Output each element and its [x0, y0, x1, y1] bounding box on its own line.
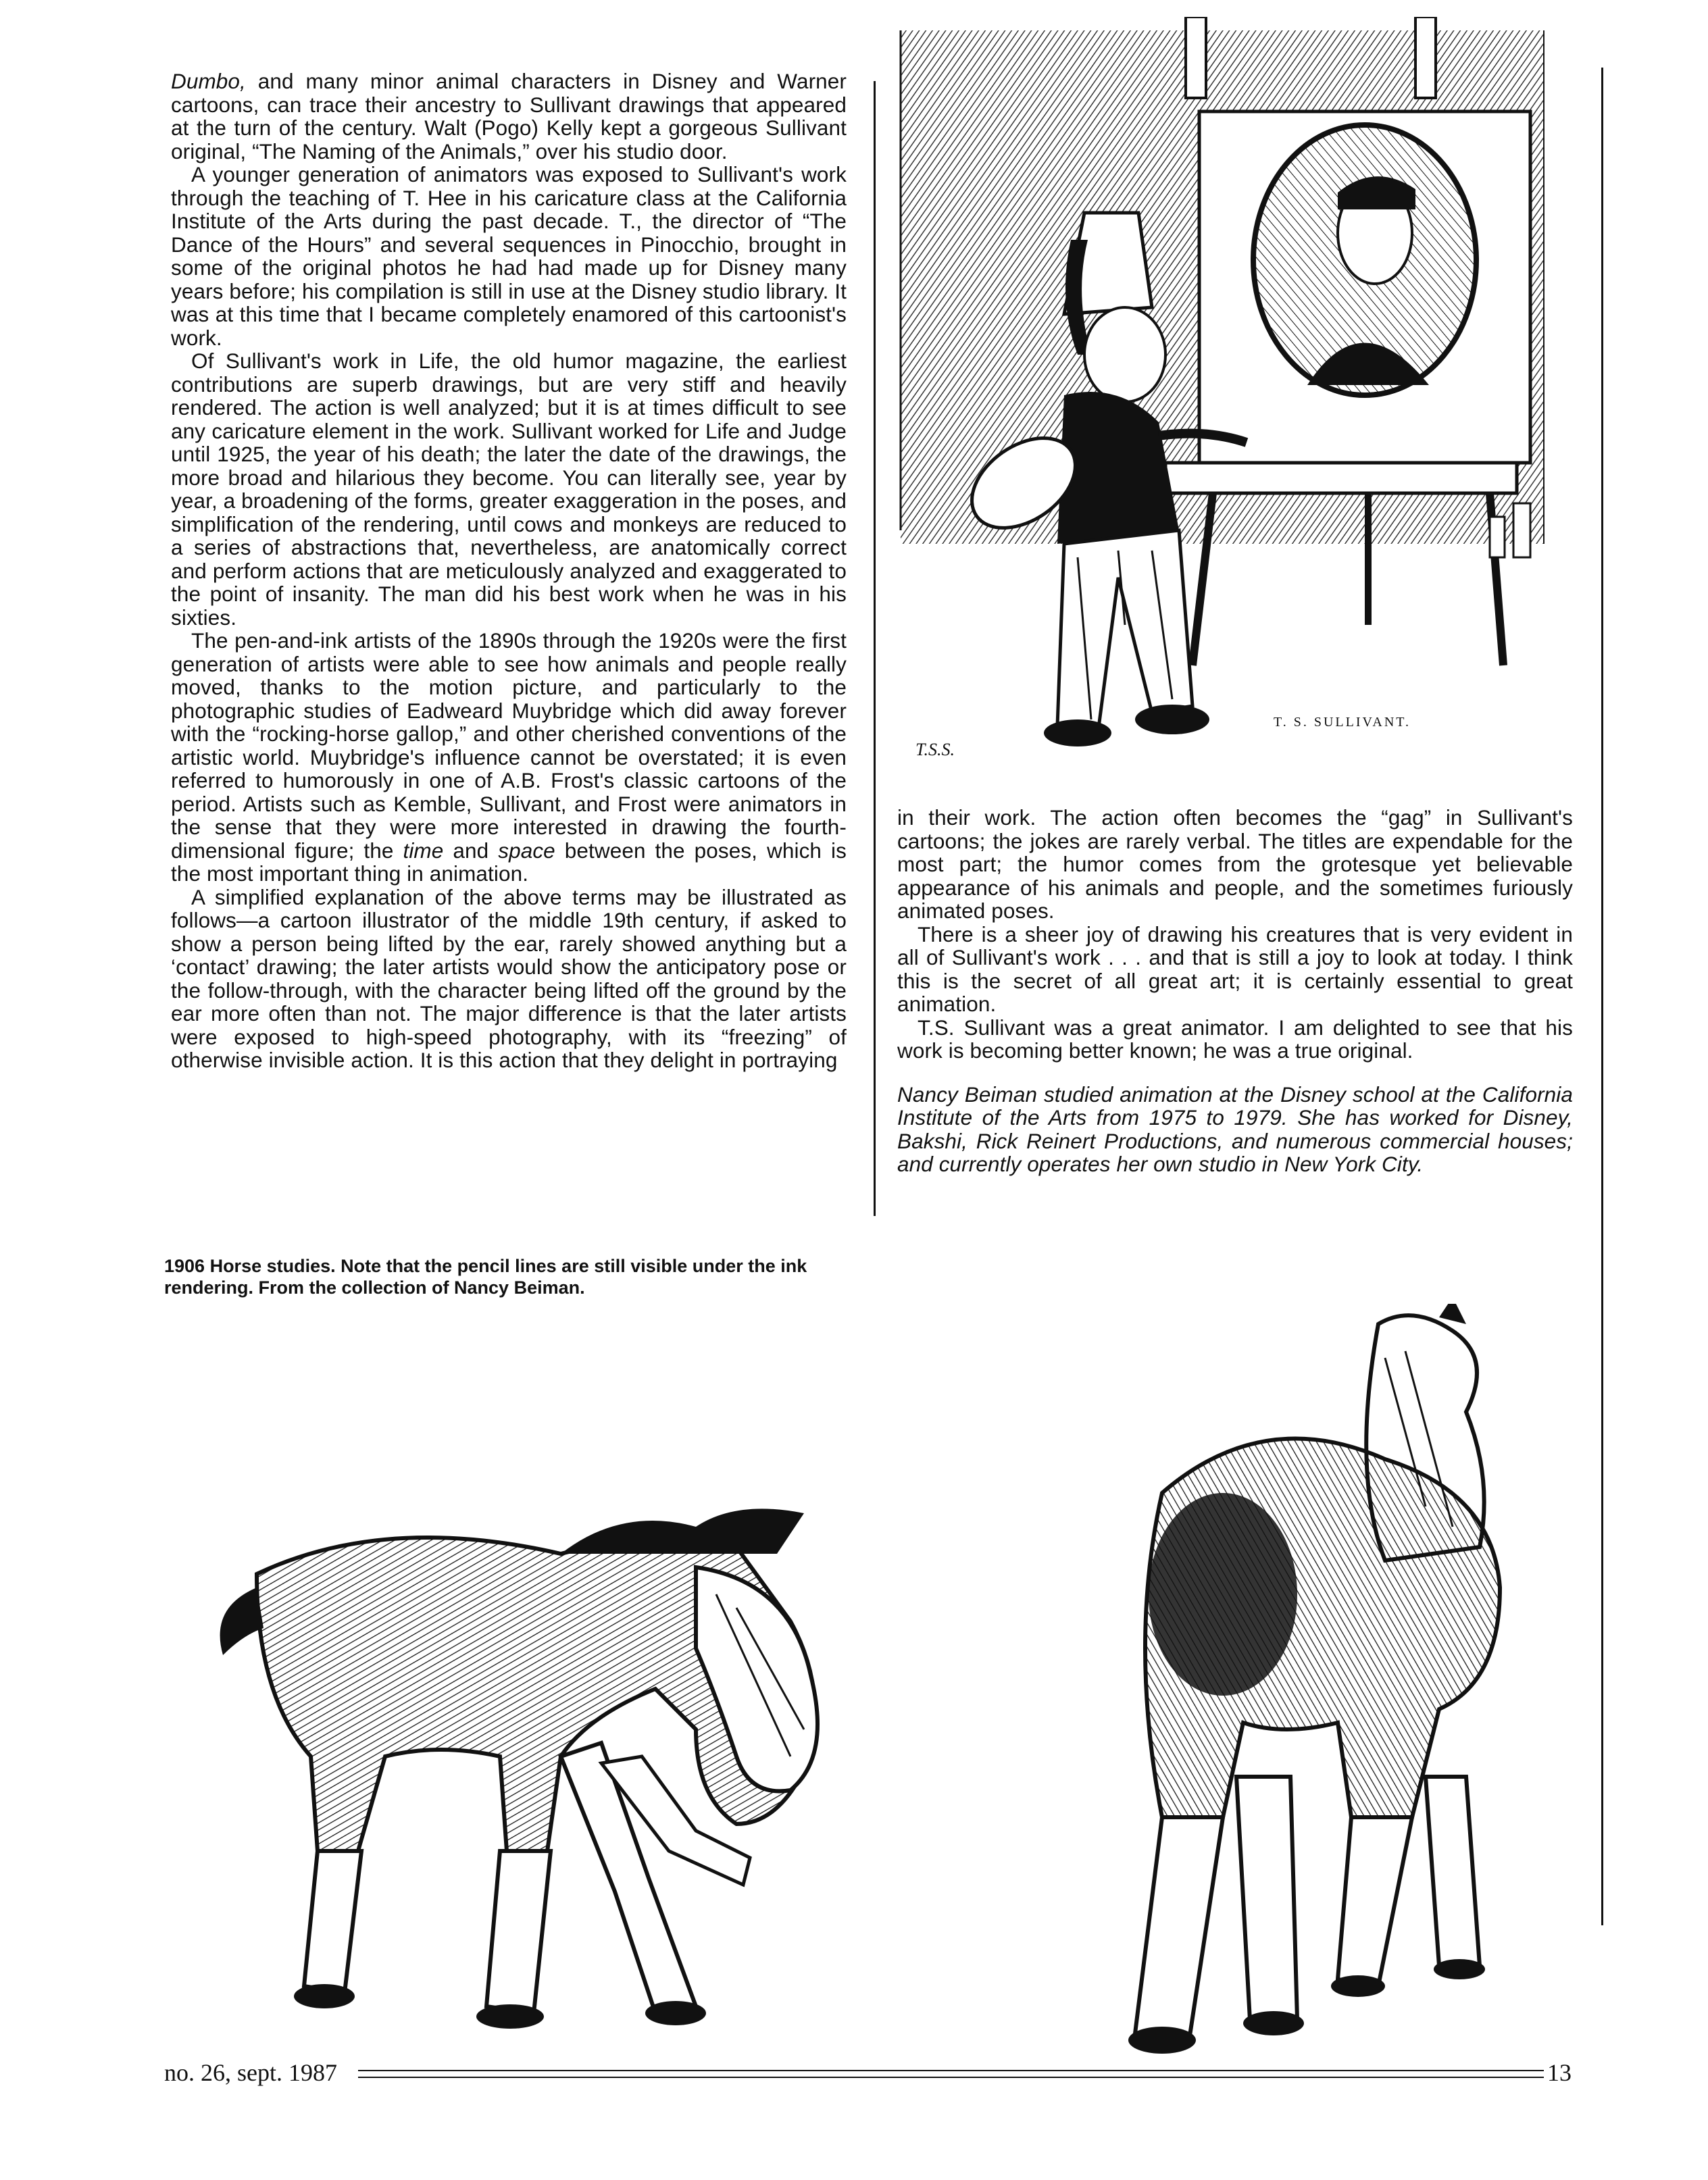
paragraph: Dumbo, and many minor animal characters in Disney and Warner cartoons, can trace their ancestry to Sullivant drawings that appeared at the turn of the century. Walt (Pogo) Kelly kept a gorgeous Sullivant original, “The Naming of the Animals,” over his studio door. [171, 69, 847, 163]
horse-drawing-rear-view [1061, 1304, 1601, 2074]
paragraph: The pen-and-ink artists of the 1890s through the 1920s were the first generation of artists were able to see how animals and people really moved, thanks to the motion picture, and particularly to the photographic studies of Eadweard Muybridge which did away forever with the “rocking-horse gallop,” and other cherished conventions of the artistic world. Muybridge's influence cannot be overstated; it is even referred to humorously in one of A.B. Frost's classic cartoons of the period. Artists such as Kemble, Sullivant, and Frost were animators in the sense that they were more interested in drawing the fourth-dimensional figure; the time and space between the poses, which is the most important thing in animation. [171, 628, 847, 886]
sullivant-self-portrait-illustration [895, 17, 1571, 801]
italic-title: Dumbo, [171, 69, 246, 93]
footer-rule [358, 2070, 1544, 2078]
page-number: 13 [1547, 2059, 1572, 2086]
horse-study-left [182, 1473, 939, 2054]
horse-study-right [1061, 1304, 1601, 2074]
plate-caption: T. S. SULLIVANT. [1274, 715, 1411, 730]
issue-date: no. 26, sept. 1987 [164, 2059, 337, 2086]
paragraph: in their work. The action often becomes the “gag” in Sullivant's cartoons; the jokes are rarely verbal. The titles are expendable for the most part; the humor comes from the grotesque yet believable appearance of his animals and people, and the sometimes furiously animated poses. [897, 805, 1573, 923]
paragraph: T.S. Sullivant was a great animator. I am delighted to see that his work is becoming better known; he was a true original. [897, 1015, 1573, 1063]
column-rule-right [1601, 68, 1603, 1925]
horse-drawing-grazing [182, 1473, 939, 2054]
horse-studies-caption: 1906 Horse studies. Note that the pencil lines are still visible under the ink rendering. From the collection of Nancy Beiman. [164, 1256, 807, 1298]
paragraph: A younger generation of animators was exposed to Sullivant's work through the teaching of T. Hee in his caricature class at the California Institute of the Arts during the past decade. T., the director of “The Dance of the Hours” and several sequences in Pinocchio, brought in some of the original photos he had had made up for Disney many years before; his compilation is still in use at the Disney studio library. It was at this time that I became completely enamored of this cartoonist's work. [171, 162, 847, 350]
paragraph: Of Sullivant's work in Life, the old humor magazine, the earliest contributions are superb drawings, but are very stiff and heavily rendered. The action is well analyzed; but it is at times difficult to see any caricature element in the work. Sullivant worked for Life and Judge until 1925, the year of his death; the later the date of the drawings, the more broad and hilarious they become. You can literally see, year by year, a broadening of the forms, greater exaggeration in the poses, and simplification of the rendering, until cows and monkeys are reduced to a series of abstractions that, nevertheless, are anatomically correct and perform actions that are meticulously analyzed and exaggerated to the point of insanity. The man did his best work when he was in his sixties. [171, 349, 847, 630]
left-text-column [171, 70, 847, 1072]
right-text-column [897, 806, 1573, 1176]
artist-signature: T.S.S. [915, 740, 955, 759]
column-rule-left [874, 81, 876, 1216]
pen-ink-drawing [895, 17, 1571, 801]
paragraph: There is a sheer joy of drawing his creatures that is very evident in all of Sullivant's work . . . and that is still a joy to look at today. I think this is the secret of all great art; it is certainly essential to great animation. [897, 921, 1573, 1016]
paragraph: A simplified explanation of the above terms may be illustrated as follows—a cartoon illustrator of the middle 19th century, if asked to show a person being lifted by the ear, rarely showed anything but a ‘contact’ drawing; the later artists would show the anticipatory pose or the follow-through, with the character being lifted off the ground by the ear more often than not. The major difference is that the later artists were exposed to high-speed photography, with its “freezing” of otherwise invisible action. It is this action that they delight in portraying [171, 884, 847, 1072]
author-bio: Nancy Beiman studied animation at the Disney school at the California Institute of the Arts from 1975 to 1979. She has worked for Disney, Bakshi, Rick Reinert Productions, and numerous commercial houses; and currently operates her own studio in New York City. [897, 1082, 1573, 1176]
